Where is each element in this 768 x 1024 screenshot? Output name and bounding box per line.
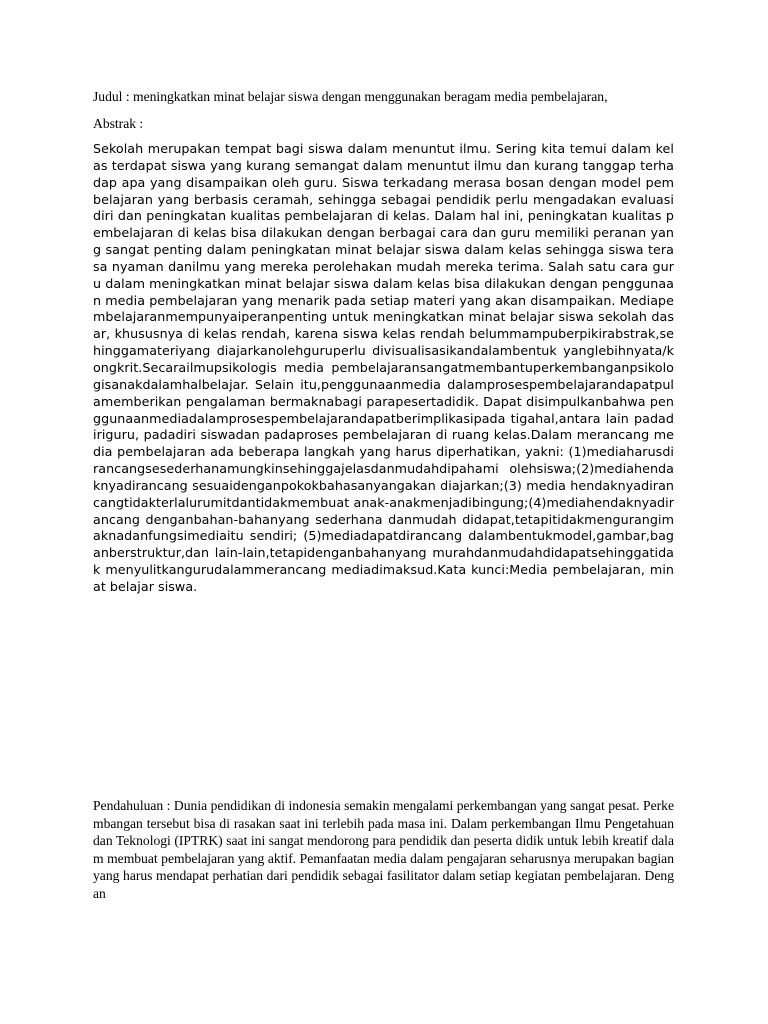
introduction-paragraph: Pendahuluan : Dunia pendidikan di indonesia semakin mengalami perkembangan yang sangat pesat. Perkembangan tersebut bisa di rasakan saat ini terlebih pada masa ini. Dalam perkembangan Ilmu Pengetahuan dan Teknologi (IPTRK) saat ini sangat mendorong para pendidik dan peserta didik untuk lebih kreatif dalam membuat pembelajaran yang aktif. Pemanfaatan media dalam pengajaran seharusnya merupakan bagian yang harus mendapat perhatian dari pendidik sebagai fasilitator dalam setiap kegiatan pembelajaran. Dengan — [93, 798, 674, 901]
introduction-section — [93, 797, 674, 902]
document-page — [93, 88, 674, 596]
abstract-paragraph: Sekolah merupakan tempat bagi siswa dalam menuntut ilmu. Sering kita temui dalam kelas terdapat siswa yang kurang semangat dalam menuntut ilmu dan kurang tanggap terhadap apa yang disampaikan oleh guru. Siswa terkadang merasa bosan dengan model pembelajaran yang berbasis ceramah, sehingga sebagai pendidik perlu mengadakan evaluasi diri dan peningkatan kualitas pembelajaran di kelas. Dalam hal ini, peningkatan kualitas pembelajaran di kelas bisa dilakukan dengan berbagai cara dan guru memiliki peranan yang sangat penting dalam peningkatan minat belajar siswa dalam kelas sehingga siswa terasa nyaman danilmu yang mereka perolehakan mudah mereka terima. Salah satu cara guru dalam meningkatkan minat belajar siswa dalam kelas bisa dilakukan dengan penggunaan media pembelajaran yang menarik pada setiap materi yang akan disampaikan. Mediapembelajaranmempunyaiperanpenting untuk meningkatkan minat belajar siswa sekolah dasar, khususnya di kelas rendah, karena siswa kelas rendah belummampuberpikirabstrak,sehinggamateriyang diajarkanolehguruperlu divisualisasikandalambentuk yanglebihnyata/kongkrit.Secarailmupsikologis media pembelajaransangatmembantuperkembanganpsikologisanakdalamhalbelajar. Selain itu,penggunaanmedia dalamprosespembelajarandapatpulamemberikan pengalaman bermaknabagi parapesertadidik. Dapat disimpulkanbahwa penggunaanmediadalamprosespembelajarandapatberimplikasipada tigahal,antara lain padadiriguru, padadiri siswadan padaproses pembelajaran di ruang kelas.Dalam merancang media pembelajaran ada beberapa langkah yang harus diperhatikan, yakni: (1)mediaharusdirancangsesederhanamungkinsehinggajelasdanmudahdipahami olehsiswa;(2)mediahendaknyadirancang sesuaidenganpokokbahasanyangakan diajarkan;(3) media hendaknyadirancangtidakterlalurumitdantidakmembuat anak-anakmenjadibingung;(4)mediahendaknyadirancang denganbahan-bahanyang sederhana danmudah didapat,tetapitidakmengurangimaknadanfungsimediaitu sendiri; (5)mediadapatdirancang dalambentukmodel,gambar,baganberstruktur,dan lain-lain,tetapidenganbahanyang murahdanmudahdidapatsehinggatidak menyulitkangurudalammerancang mediadimaksud.Kata kunci:Media pembelajaran, minat belajar siswa. — [93, 141, 674, 594]
document-title: Judul : meningkatkan minat belajar siswa dengan menggunakan beragam media pembelajaran, — [93, 89, 608, 104]
abstract-heading: Abstrak : — [93, 115, 144, 131]
